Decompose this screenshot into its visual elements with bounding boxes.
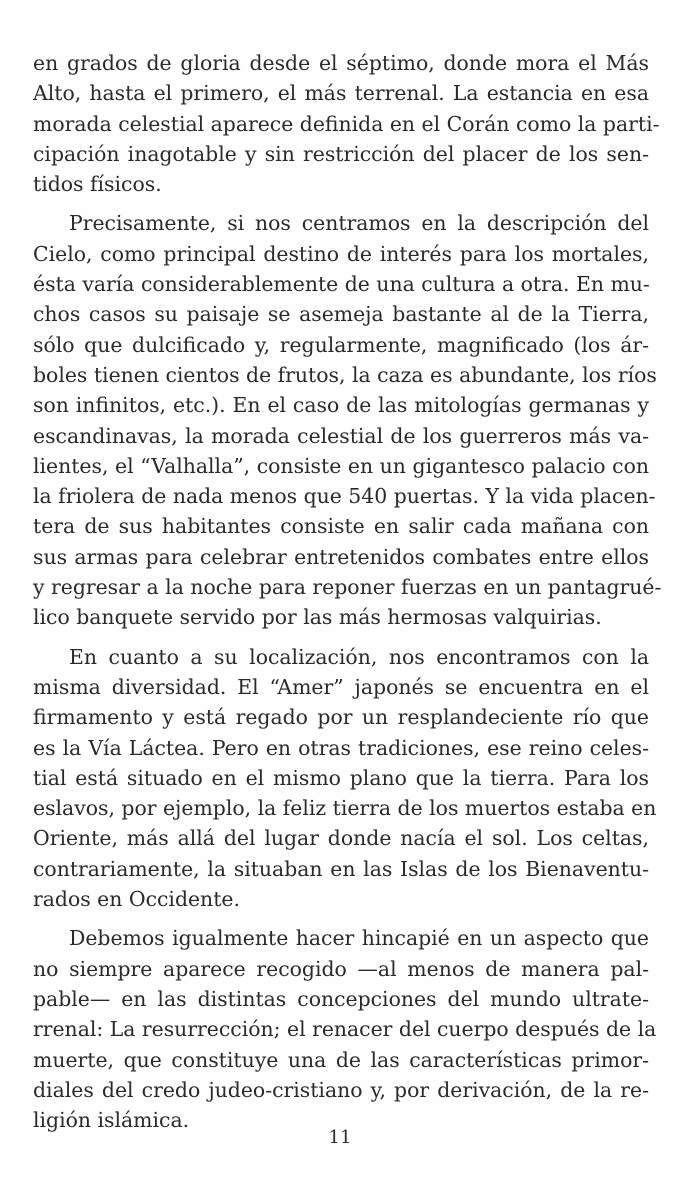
- text-line: firmamento y está regado por un resplandeciente río que: [33, 705, 649, 730]
- text-line: en grados de gloria desde el séptimo, donde mora el Más: [33, 51, 649, 75]
- text-line: tial está situado en el mismo plano que la tierra. Para los: [33, 765, 649, 790]
- text-line: tidos físicos.: [33, 172, 162, 197]
- text-line: Precisamente, si nos centramos en la descripción del: [69, 211, 649, 236]
- text-line: son infinitos, etc.). En el caso de las mitologías germanas y: [33, 393, 649, 418]
- text-line: es la Vía Láctea. Pero en otras tradiciones, ese reino celes-: [33, 735, 649, 760]
- text-line: no siempre aparece recogido —al menos de manera pal-: [33, 956, 649, 981]
- text-line: muerte, que constituye una de las características primor-: [33, 1047, 649, 1072]
- text-line: contrariamente, la situaban en las Islas de los Bienaventu-: [33, 856, 649, 881]
- body-text: [33, 48, 662, 1135]
- text-line: eslavos, por ejemplo, la feliz tierra de los muertos estaba en: [33, 796, 657, 821]
- text-line: misma diversidad. El “Amer” japonés se encuentra en el: [33, 674, 649, 699]
- text-line: Debemos igualmente hacer hincapié en un aspecto que: [69, 926, 649, 951]
- text-line: ésta varía considerablemente de una cultura a otra. En mu-: [33, 272, 650, 297]
- text-line: morada celestial aparece definida en el Corán como la parti-: [33, 111, 660, 136]
- text-line: cipación inagotable y sin restricción del placer de los sen-: [33, 141, 649, 166]
- text-line: lico banquete servido por las más hermosas valquirias.: [33, 605, 602, 630]
- text-line: lientes, el “Valhalla”, consiste en un gigantesco palacio con: [33, 453, 649, 478]
- text-line: sólo que dulcificado y, regularmente, magnificado (los ár-: [33, 332, 649, 357]
- text-line: En cuanto a su localización, nos encontramos con la: [69, 644, 649, 669]
- paragraph-3: [33, 642, 657, 915]
- text-line: Cielo, como principal destino de interés para los mortales,: [33, 241, 649, 266]
- text-line: rados en Occidente.: [33, 887, 240, 912]
- text-line: diales del credo judeo-cristiano y, por derivación, de la re-: [33, 1077, 649, 1102]
- text-line: boles tienen cientos de frutos, la caza es abundante, los ríos: [33, 362, 657, 387]
- text-line: escandinavas, la morada celestial de los guerreros más va-: [33, 423, 649, 448]
- text-line: rrenal: La resurrección; el renacer del cuerpo después de la: [33, 1017, 657, 1042]
- text-line: chos casos su paisaje se asemeja bastante al de la Tierra,: [33, 302, 649, 327]
- text-line: Alto, hasta el primero, el más terrenal. La estancia en esa: [33, 81, 649, 106]
- paragraph-2: [33, 208, 662, 632]
- text-line: pable— en las distintas concepciones del mundo ultrate-: [33, 986, 649, 1011]
- text-line: sus armas para celebrar entretenidos combates entre ellos: [33, 544, 649, 569]
- text-line: ligión islámica.: [33, 1108, 190, 1133]
- text-line: tera de sus habitantes consiste en salir cada mañana con: [33, 514, 649, 539]
- text-line: la friolera de nada menos que 540 puertas. Y la vida placen-: [33, 484, 656, 509]
- paragraph-1: [33, 48, 660, 199]
- text-line: y regresar a la noche para reponer fuerzas en un pantagrué-: [33, 575, 662, 600]
- page-number: 11: [328, 1127, 352, 1148]
- text-line: Oriente, más allá del lugar donde nacía el sol. Los celtas,: [33, 826, 649, 851]
- paragraph-4: [33, 923, 657, 1135]
